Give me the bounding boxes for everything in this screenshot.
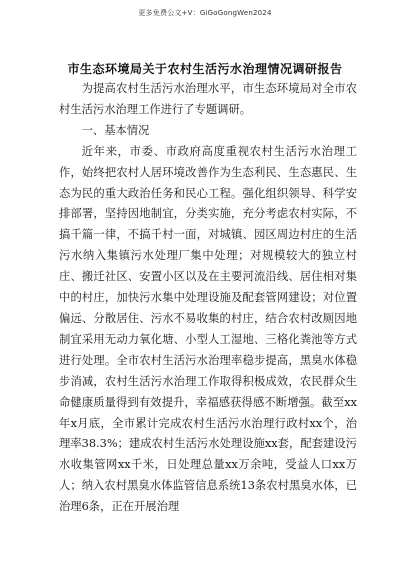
document-body [59, 79, 357, 518]
intro-paragraph: 为提高农村生活污水治理水平，市生态环境局对全市农村生活污水治理工作进行了专题调研。 [59, 82, 357, 116]
section-heading: 一、基本情况 [81, 123, 150, 137]
body-paragraph: 近年来，市委、市政府高度重视农村生活污水治理工作，始终把农村人居环境改善作为生态利民、生态惠民、生态为民的重大政治任务和民心工程。强化组织领导、科学安排部署，坚持因地制宜，分类实施，充分考虑农村实际，不搞千篇一律，不搞千村一面，对城镇、园区周边村庄的生活污水纳入集镇污水处理厂集中处理；对规模较大的独立村庄、搬迁社区、安置小区以及在主要河流沿线、居住相对集中的村庄，加快污水集中处理设施及配套管网建设；对位置偏远、分散居住、污水不易收集的村庄，结合农村改厕因地制宜采用无动力氧化塘、小型人工湿地、三格化粪池等方式进行处理。全市农村生活污水治理率稳步提高，黑臭水体稳步消减，农村生活污水治理工作取得积极成效，农民群众生命健康质量得到有效提升，幸福感获得感不断增强。截至xx年x月底，全市累计完成农村生活污水治理行政村xx个，治理率38.3%；建成农村生活污水处理设施xx套，配套建设污水收集管网xx千米，日处理总量xx万余吨，受益人口xx万人；纳入农村黑臭水体监管信息系统13条农村黑臭水体，已治理6条，正在开展治理 [59, 144, 357, 514]
header-note: 更多免费公文+V：GiGoGongWen2024 [138, 9, 272, 17]
document-title: 市生态环境局关于农村生活污水治理情况调研报告 [67, 62, 343, 76]
